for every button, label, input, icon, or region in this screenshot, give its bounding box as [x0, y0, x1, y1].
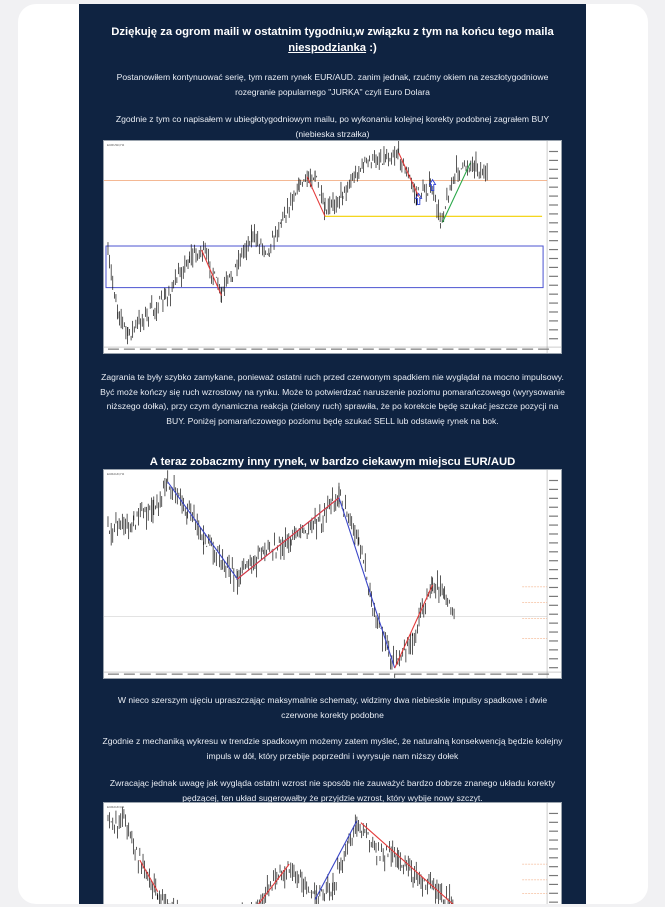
- price-tick-label: [549, 311, 558, 312]
- blue-zone-rect: [106, 246, 543, 288]
- price-tick-label: [549, 614, 558, 615]
- red-correction-line: [395, 585, 433, 668]
- time-tick-label: [522, 349, 533, 350]
- time-tick-label: [204, 674, 215, 675]
- euraud-chart-title: EURAUD,H4: [106, 471, 125, 476]
- price-tick-label: [549, 587, 558, 588]
- price-tick-label: [549, 204, 558, 205]
- price-tick-label: [549, 329, 558, 330]
- time-tick-label: [347, 674, 358, 675]
- red-correction-line: [399, 153, 419, 197]
- time-tick-label: [474, 674, 485, 675]
- time-tick-label: [156, 674, 167, 675]
- time-tick-label: [363, 674, 374, 675]
- time-tick-label: [363, 349, 374, 350]
- price-tick-label: [549, 596, 558, 597]
- eurusd-chart-svg: [104, 141, 561, 353]
- time-tick-label: [140, 674, 151, 675]
- time-tick-label: [251, 674, 262, 675]
- time-tick-label: [124, 674, 135, 675]
- price-tick-label: [549, 338, 558, 339]
- time-tick-label: [379, 674, 390, 675]
- price-tick-label: [549, 667, 558, 668]
- price-tick-label: [549, 258, 558, 259]
- euraud-wide-chart-title: EURAUD,D1: [106, 804, 125, 809]
- price-tick-label: [549, 560, 558, 561]
- red-correction-line: [237, 498, 339, 579]
- time-tick-label: [411, 349, 422, 350]
- time-tick-label: [443, 349, 454, 350]
- price-tick-label: [549, 857, 558, 858]
- time-tick-label: [188, 674, 199, 675]
- impulse-paragraph: W nieco szerszym ujęciu upraszczając maksymalnie schematy, widzimy dwa niebieskie impulsy spadkowe i dwie czerwone korekty podobne: [117, 695, 548, 720]
- time-tick-label: [331, 674, 342, 675]
- time-tick-label: [458, 674, 469, 675]
- price-tick-label: [549, 569, 558, 570]
- time-tick-label: [108, 349, 119, 350]
- price-tick-label: [549, 480, 558, 481]
- mechanics-paragraph: Zgodnie z mechaniką wykresu w trendzie spadkowym możemy zatem myśleć, że naturalną konsekwencją będzie kolejny impuls w dół, który przebije poprzedni i wyrysuje nam niższy dołek: [102, 736, 563, 761]
- time-tick-label: [427, 349, 438, 350]
- euraud-heading: A teraz zobaczmy inny rynek, w bardzo ciekawym miejscu EUR/AUD: [149, 456, 516, 468]
- price-tick-label: [549, 187, 558, 188]
- time-tick-label: [219, 349, 230, 350]
- price-tick-label: [549, 831, 558, 832]
- price-tick-label: [549, 884, 558, 885]
- buy-paragraph: Zgodnie z tym co napisałem w ubiegłotygodniowym mailu, po wykonaniu kolejnej korekty podobnej zagrałem BUY (niebieska strzałka): [115, 114, 550, 139]
- time-tick-label: [267, 674, 278, 675]
- time-tick-label: [538, 349, 549, 350]
- price-tick-label: [549, 866, 558, 867]
- price-tick-label: [549, 875, 558, 876]
- analysis-paragraph: Zagrania te były szybko zamykane, ponieważ ostatni ruch przed czerwonym spadkiem nie wyglądał na mocno impulsowy. Być może kończy się ruch wzrostowy na rynku. Może to potwierdzać naruszenie poziomu pomarańczowego (wyrysowanie niższego dołka), przy czym dynamiczna reakcja (zielony ruch) sprawiła, że po korekcie będę szukać jeszcze pozycji na BUY. Poniżej pomarańczowego poziomu będę szukać SELL lub odstawię rynek na bok.: [100, 372, 565, 426]
- price-tick-label: [549, 231, 558, 232]
- price-tick-label: [549, 489, 558, 490]
- price-tick-label: [549, 902, 558, 903]
- price-tick-label: [549, 267, 558, 268]
- time-tick-label: [315, 349, 326, 350]
- time-tick-label: [395, 349, 406, 350]
- time-tick-label: [474, 349, 485, 350]
- time-tick-label: [538, 674, 549, 675]
- time-tick-label: [235, 349, 246, 350]
- time-tick-label: [299, 349, 310, 350]
- time-tick-label: [235, 674, 246, 675]
- price-tick-label: [549, 631, 558, 632]
- price-tick-label: [549, 524, 558, 525]
- price-tick-label: [549, 178, 558, 179]
- red-correction-line: [202, 250, 222, 296]
- price-tick-label: [549, 813, 558, 814]
- red-correction-line: [307, 177, 325, 217]
- time-tick-label: [124, 349, 135, 350]
- price-tick-label: [549, 213, 558, 214]
- time-tick-label: [379, 349, 390, 350]
- email-card: [18, 4, 648, 904]
- price-tick-label: [549, 302, 558, 303]
- surprise-link[interactable]: niespodzianka: [288, 42, 367, 54]
- price-tick-label: [549, 533, 558, 534]
- price-tick-label: [549, 195, 558, 196]
- time-tick-label: [506, 349, 517, 350]
- time-tick-label: [411, 674, 422, 675]
- euraud-chart-svg: [104, 470, 561, 678]
- time-tick-label: [251, 349, 262, 350]
- price-tick-label: [549, 320, 558, 321]
- price-tick-label: [549, 839, 558, 840]
- email-body: [79, 4, 586, 904]
- price-tick-label: [549, 649, 558, 650]
- time-tick-label: [267, 349, 278, 350]
- time-tick-label: [315, 674, 326, 675]
- time-tick-label: [204, 349, 215, 350]
- price-tick-label: [549, 605, 558, 606]
- time-tick-label: [427, 674, 438, 675]
- time-tick-label: [331, 349, 342, 350]
- time-tick-label: [490, 349, 501, 350]
- price-tick-label: [549, 498, 558, 499]
- correction-paragraph: Zwracając jednak uwagę jak wygląda ostatni wzrost nie sposób nie zauważyć bardzo dobrze znanego układu korekty pędzącej, ten układ sugerowałby że przyjdzie wzrost, który wybije nowy szczyt.: [109, 778, 556, 803]
- time-tick-label: [219, 674, 230, 675]
- red-correction-line: [140, 860, 158, 892]
- price-tick-label: [549, 893, 558, 894]
- euraud-chart: [103, 469, 562, 679]
- price-tick-label: [549, 551, 558, 552]
- price-tick-label: [549, 623, 558, 624]
- time-tick-label: [172, 674, 183, 675]
- price-tick-label: [549, 658, 558, 659]
- price-tick-label: [549, 169, 558, 170]
- price-tick-label: [549, 640, 558, 641]
- price-tick-label: [549, 294, 558, 295]
- price-tick-label: [549, 222, 558, 223]
- price-tick-label: [549, 285, 558, 286]
- price-tick-label: [549, 848, 558, 849]
- price-tick-label: [549, 542, 558, 543]
- time-tick-label: [188, 349, 199, 350]
- price-tick-label: [549, 578, 558, 579]
- price-tick-label: [549, 516, 558, 517]
- time-tick-label: [443, 674, 454, 675]
- time-tick-label: [172, 349, 183, 350]
- time-tick-label: [395, 674, 406, 675]
- time-tick-label: [522, 674, 533, 675]
- price-tick-label: [549, 240, 558, 241]
- time-tick-label: [140, 349, 151, 350]
- time-tick-label: [490, 674, 501, 675]
- time-tick-label: [156, 349, 167, 350]
- time-tick-label: [108, 674, 119, 675]
- time-tick-label: [347, 349, 358, 350]
- price-tick-label: [549, 822, 558, 823]
- intro-paragraph: Postanowiłem kontynuować serię, tym razem rynek EUR/AUD. zanim jednak, rzućmy okiem na zeszłotygodniowe rozegranie popularnego "JURKA" czyli Euro Dolara: [116, 72, 549, 97]
- price-tick-label: [549, 151, 558, 152]
- blue-impulse-line: [168, 482, 395, 668]
- euraud-wide-chart: [103, 802, 562, 904]
- time-tick-label: [299, 674, 310, 675]
- email-title: Dziękuję za ogrom maili w ostatnim tygodniu,w związku z tym na końcu tego maila niespodzianka :): [111, 26, 554, 54]
- time-tick-label: [506, 674, 517, 675]
- price-tick-label: [549, 249, 558, 250]
- price-tick-label: [549, 507, 558, 508]
- euraud-wide-chart-svg: [104, 803, 561, 904]
- time-tick-label: [283, 674, 294, 675]
- eurusd-chart: [103, 140, 562, 354]
- time-tick-label: [283, 349, 294, 350]
- price-tick-label: [549, 276, 558, 277]
- price-tick-label: [549, 160, 558, 161]
- time-tick-label: [458, 349, 469, 350]
- eurusd-chart-title: EURUSD,H4: [106, 142, 125, 147]
